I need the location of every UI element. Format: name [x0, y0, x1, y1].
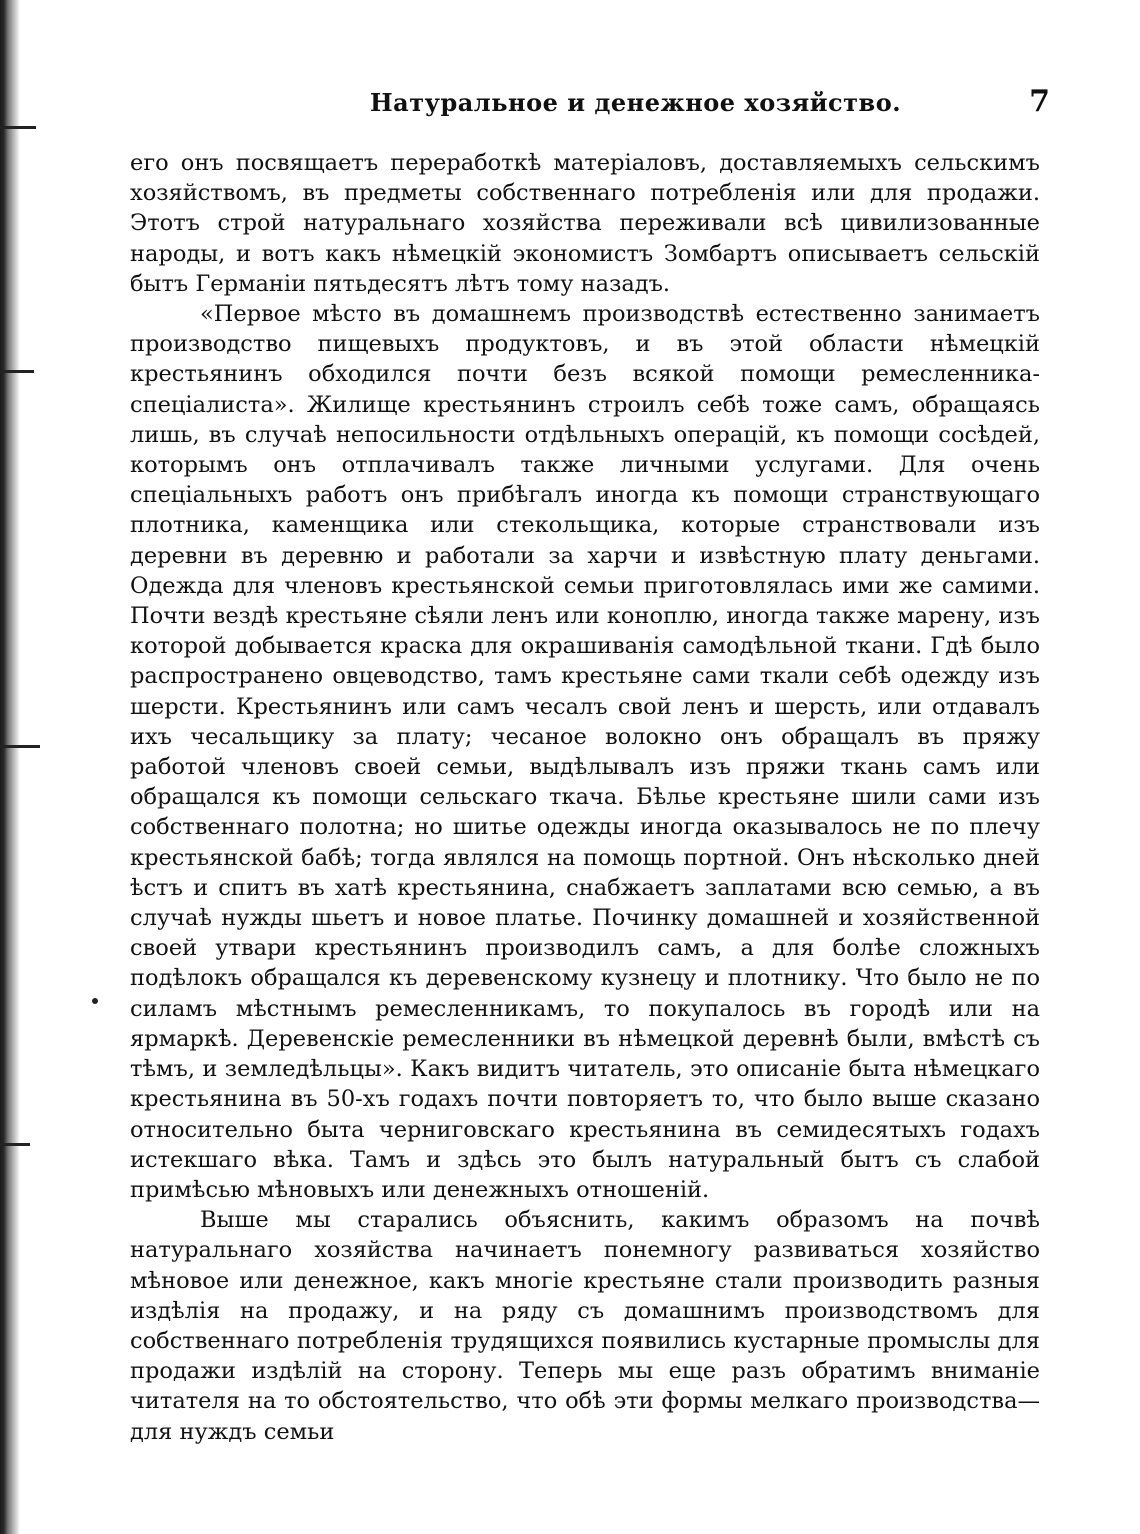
body-text	[130, 148, 1040, 1447]
binding-mark	[0, 1143, 30, 1146]
binding-mark	[0, 745, 40, 748]
page-binding-edge	[0, 0, 22, 1534]
page-number: 7	[1029, 84, 1050, 119]
page-header	[130, 84, 1050, 124]
ink-speck	[92, 998, 98, 1004]
paragraph-continuation: его онъ посвящаетъ переработкѣ матеріаловъ, доставляемыхъ сельскимъ хозяйствомъ, въ предметы собственнаго потребленія или для продажи. Этотъ строй натуральнаго хозяйства переживали всѣ цивилизованные народы, и вотъ какъ нѣмецкій экономистъ Зомбартъ описываетъ сельскій бытъ Германіи пятьдесятъ лѣтъ тому назадъ.	[130, 150, 1040, 297]
binding-mark	[0, 126, 36, 129]
running-title: Натуральное и денежное хозяйство.	[370, 88, 902, 117]
binding-mark	[0, 370, 34, 373]
paragraph-quote: «Первое мѣсто въ домашнемъ производствѣ естественно занимаетъ производство пищевыхъ продуктовъ, и въ этой области нѣмецкій крестьянинъ обходился почти безъ всякой помощи ремесленника-спеціалиста». Жилище крестьянинъ строилъ себѣ тоже самъ, обращаясь лишь, въ случаѣ непосильности отдѣльныхъ операцій, къ помощи сосѣдей, которымъ онъ отплачивалъ также личными услугами. Для очень спеціальныхъ работъ онъ прибѣгалъ иногда къ помощи странствующаго плотника, каменщика или стекольщика, которые странствовали изъ деревни въ деревню и работали за харчи и извѣстную плату деньгами. Одежда для членовъ крестьянской семьи приготовлялась ими же самими. Почти вездѣ крестьяне сѣяли ленъ или коноплю, иногда также марену, изъ которой добывается краска для окрашиванія самодѣльной ткани. Гдѣ было распространено овцеводство, тамъ крестьяне сами ткали себѣ одежду изъ шерсти. Крестьянинъ или самъ чесалъ свой ленъ и шерсть, или отдавалъ ихъ чесальщику за плату; чесаное волокно онъ обращалъ въ пряжу работой членовъ своей семьи, выдѣлывалъ изъ пряжи ткань самъ или обращался къ помощи сельскаго ткача. Бѣлье крестьяне шили сами изъ собственнаго полотна; но шитье одежды иногда оказывалось не по плечу крестьянской бабѣ; тогда являлся на помощь портной. Онъ нѣсколько дней ѣстъ и спитъ въ хатѣ крестьянина, снабжаетъ заплатами всю семью, а въ случаѣ нужды шьетъ и новое платье. Починку домашней и хозяйственной своей утвари крестьянинъ производилъ самъ, а для болѣе сложныхъ подѣлокъ обращался къ деревенскому кузнецу и плотнику. Что было не по силамъ мѣстнымъ ремесленникамъ, то покупалось въ городѣ или на ярмаркѣ. Деревенскіе ремесленники въ нѣмецкой деревнѣ были, вмѣстѣ съ тѣмъ, и земледѣльцы». Какъ видитъ читатель, это описаніе быта нѣмецкаго крестьянина въ 50-хъ годахъ почти повторяетъ то, что было выше сказано относительно быта черниговскаго крестьянина въ семидесятыхъ годахъ истекшаго вѣка. Тамъ и здѣсь это былъ натуральный бытъ съ слабой примѣсью мѣновыхъ или денежныхъ отношеній.	[130, 301, 1040, 1203]
paragraph: Выше мы старались объяснить, какимъ образомъ на почвѣ натуральнаго хозяйства начинаетъ понемногу развиваться хозяйство мѣновое или денежное, какъ многіе крестьяне стали производить разныя издѣлія на продажу, и на ряду съ домашнимъ производствомъ для собственнаго потребленія трудящихся появились кустарные промыслы для продажи издѣлій на сторону. Теперь мы еще разъ обратимъ вниманіе читателя на то обстоятельство, что обѣ эти формы мелкаго производства—для нуждъ семьи	[130, 1207, 1040, 1445]
